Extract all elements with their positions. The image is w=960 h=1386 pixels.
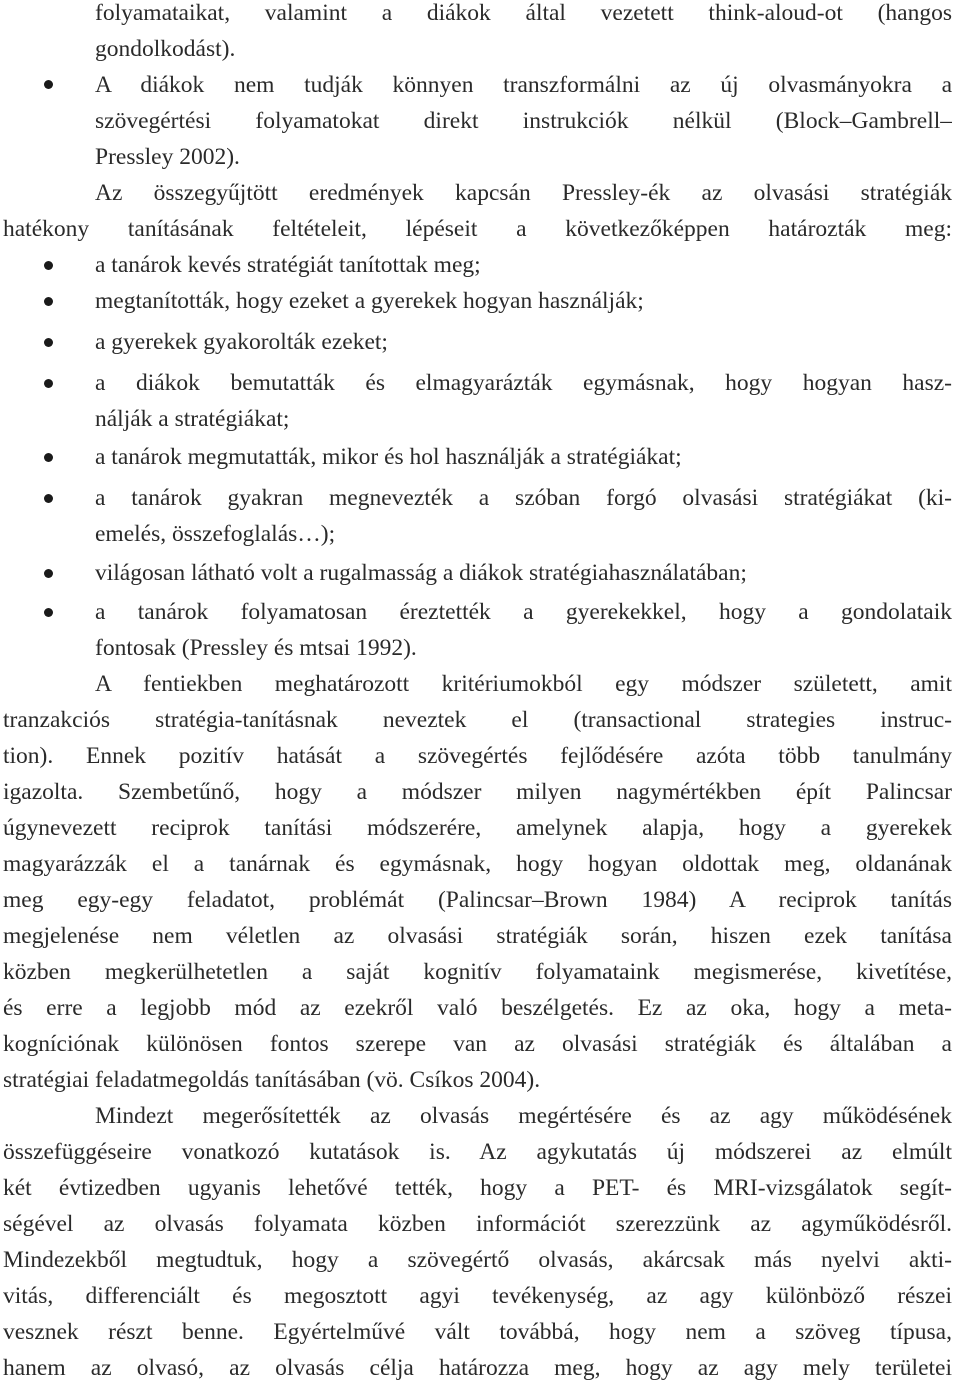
bullet-icon: [44, 608, 53, 617]
bullet-line: A diákok nem tudják könnyen transzformálni az új olvasmányokra a: [95, 72, 952, 98]
bullet-line: a gyerekek gyakorolták ezeket;: [95, 329, 388, 355]
text-line: vesznek részt benne. Egyértelművé vált továbbá, hogy nem a szöveg típusa,: [3, 1319, 952, 1345]
text-line: fontosak (Pressley és mtsai 1992).: [95, 635, 417, 661]
text-line: tion). Ennek pozitív hatását a szövegértés fejlődésére azóta több tanulmány: [3, 743, 952, 769]
text-line: két évtizedben ugyanis lehetővé tették, hogy a PET- és MRI-vizsgálatok segít-: [3, 1175, 952, 1201]
bullet-line: a diákok bemutatták és elmagyarázták egymásnak, hogy hogyan hasz-: [95, 370, 952, 396]
text-line: Mindezekből megtudtuk, hogy a szövegértő olvasás, akárcsak más nyelvi akti-: [3, 1247, 952, 1273]
bullet-icon: [44, 297, 53, 306]
text-line: megjelenése nem véletlen az olvasási stratégiák során, hiszen ezek tanítása: [3, 923, 952, 949]
text-line: hatékony tanításának feltételeit, lépéseit a következőképpen határozták meg:: [3, 216, 952, 242]
paragraph-first-line: Az összegyűjtött eredmények kapcsán Pressley-ék az olvasási stratégiák: [95, 180, 952, 206]
bullet-icon: [44, 261, 53, 270]
text-line: gondolkodást).: [95, 36, 236, 62]
text-line: folyamataikat, valamint a diákok által vezetett think-aloud-ot (hangos: [95, 0, 952, 26]
text-line: hanem az olvasó, az olvasás célja határozza meg, hogy az agy mely területei: [3, 1355, 952, 1381]
bullet-line: a tanárok folyamatosan éreztették a gyerekekkel, hogy a gondolataik: [95, 599, 952, 625]
bullet-icon: [44, 569, 53, 578]
text-line: emelés, összefoglalás…);: [95, 521, 336, 547]
text-line: ségével az olvasás folyamata közben információt szerezzünk az agyműködésről.: [3, 1211, 952, 1237]
text-line: magyarázzák el a tanárnak és egymásnak, hogy hogyan oldottak meg, oldanának: [3, 851, 952, 877]
paragraph-first-line: Mindezt megerősítették az olvasás megértésére és az agy működésének: [95, 1103, 952, 1129]
bullet-icon: [44, 379, 53, 388]
text-line: Pressley 2002).: [95, 144, 240, 170]
text-line: tranzakciós stratégia-tanításnak neveztek el (transactional strategies instruc-: [3, 707, 952, 733]
text-line: összefüggéseire vonatkozó kutatások is. Az agykutatás új módszerei az elmúlt: [3, 1139, 952, 1165]
bullet-icon: [44, 494, 53, 503]
text-line: közben megkerülhetetlen a saját kognitív folyamataink megismerése, kivetítése,: [3, 959, 952, 985]
text-line: meg egy-egy feladatot, problémát (Palincsar–Brown 1984) A reciprok tanítás: [3, 887, 952, 913]
text-line: igazolta. Szembetűnő, hogy a módszer milyen nagymértékben épít Palincsar: [3, 779, 952, 805]
bullet-icon: [44, 453, 53, 462]
text-line: kogníciónak különösen fontos szerepe van az olvasási stratégiák és általában a: [3, 1031, 952, 1057]
bullet-icon: [44, 338, 53, 347]
text-line: vitás, differenciált és megosztott agyi tevékenység, az agy különböző részei: [3, 1283, 952, 1309]
text-line: szövegértési folyamatokat direkt instrukciók nélkül (Block–Gambrell–: [95, 108, 952, 134]
text-line: és erre a legjobb mód az ezekről való beszélgetés. Ez az oka, hogy a meta-: [3, 995, 952, 1021]
bullet-line: a tanárok gyakran megnevezték a szóban forgó olvasási stratégiákat (ki-: [95, 485, 952, 511]
text-line: úgynevezett reciprok tanítási módszerére, amelynek alapja, hogy a gyerekek: [3, 815, 952, 841]
bullet-line: világosan látható volt a rugalmasság a diákok stratégiahasználatában;: [95, 560, 747, 586]
bullet-icon: [44, 80, 53, 89]
paragraph-first-line: A fentiekben meghatározott kritériumokból egy módszer született, amit: [95, 671, 952, 697]
bullet-line: a tanárok megmutatták, mikor és hol használják a stratégiákat;: [95, 444, 682, 470]
text-line: stratégiai feladatmegoldás tanításában (vö. Csíkos 2004).: [3, 1067, 541, 1093]
bullet-line: megtanították, hogy ezeket a gyerekek hogyan használják;: [95, 288, 644, 314]
text-line: nálják a stratégiákat;: [95, 406, 290, 432]
bullet-line: a tanárok kevés stratégiát tanítottak meg;: [95, 252, 481, 278]
